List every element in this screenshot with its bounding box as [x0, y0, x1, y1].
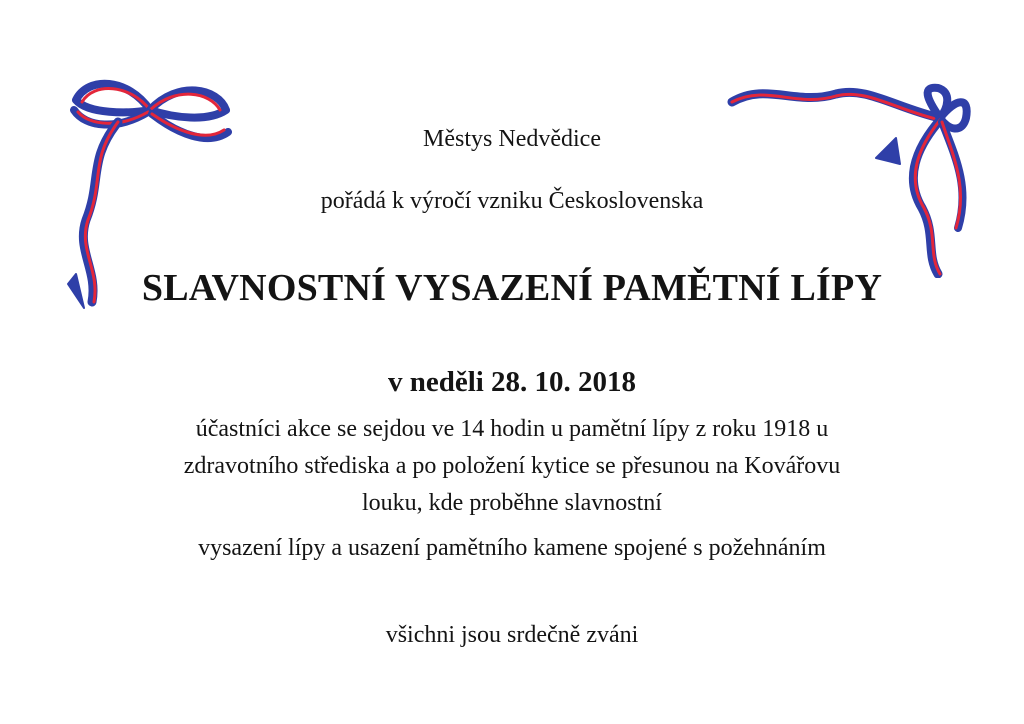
event-description-line: louku, kde proběhne slavnostní [362, 490, 662, 516]
closing-invitation: všichni jsou srdečně zváni [385, 622, 639, 648]
event-title: SLAVNOSTNÍ VYSAZENÍ PAMĚTNÍ LÍPY [141, 267, 883, 309]
event-description-line: účastníci akce se sejdou ve 14 hodin u pamětní lípy z roku 1918 u [195, 416, 829, 442]
event-date: v neděli 28. 10. 2018 [387, 366, 637, 398]
organizer-name: Městys Nedvědice [423, 126, 601, 152]
event-description-line: vysazení lípy a usazení pamětního kamene spojené s požehnáním [198, 535, 826, 561]
event-description-line: zdravotního střediska a po položení kytice se přesunou na Kovářovu [183, 453, 841, 479]
tricolor-ribbon-right-icon [726, 78, 976, 278]
occasion-text: pořádá k výročí vzniku Československa [320, 188, 704, 214]
